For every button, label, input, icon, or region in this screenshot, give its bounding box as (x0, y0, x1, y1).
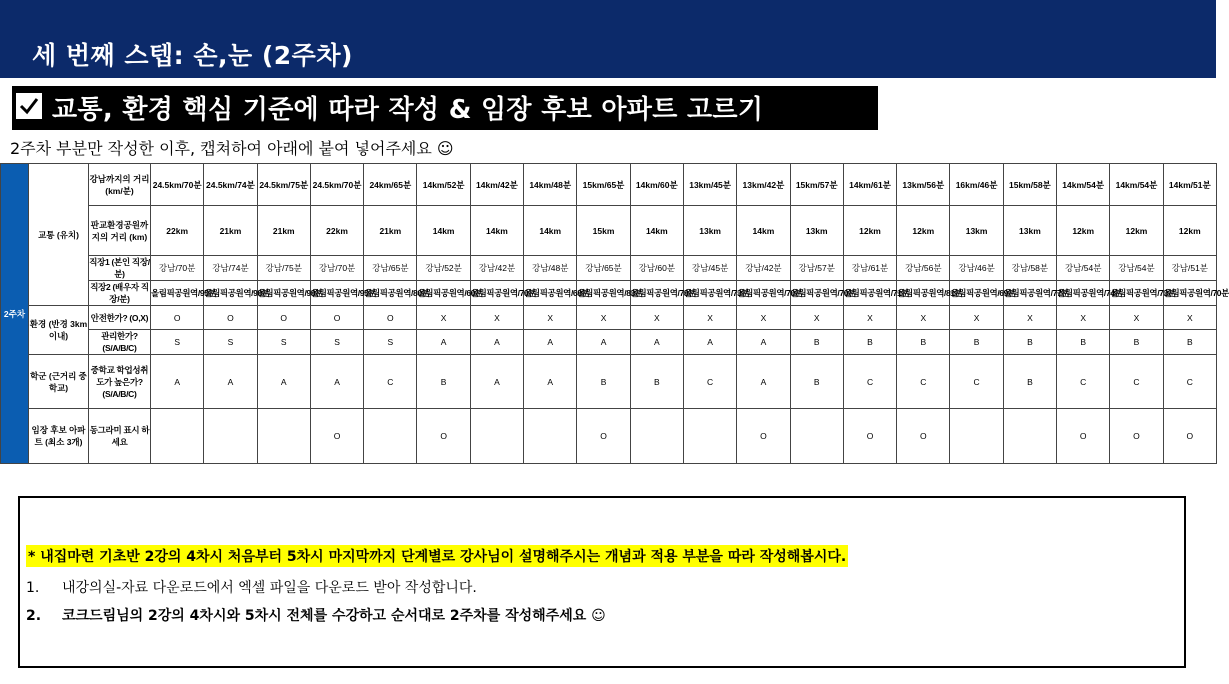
cell-job1-1: 강남/70분 (151, 256, 204, 281)
criterion-job1: 직장1 (본인 직장/분) (89, 257, 150, 279)
cell-manage-12: A (737, 330, 790, 355)
sidebar-label: 2주차 (1, 164, 29, 464)
note-item-2-text: 코크드림님의 2강의 4차시와 5차시 전체를 수강하고 순서대로 2주차를 작성해주세요 ☺ (62, 608, 606, 624)
cell-safe-1: O (151, 306, 204, 330)
cell-school-8: A (524, 355, 577, 409)
cell-school-12: A (737, 355, 790, 409)
cell-job1-18: 강남/54분 (1057, 256, 1110, 281)
cell-pangyo-dist-8: 14km (524, 206, 577, 256)
cell-gangnam-dist-12: 13km/42분 (737, 164, 790, 206)
cell-job1-8: 강남/48분 (524, 256, 577, 281)
cell-candidate-2 (204, 409, 257, 464)
cell-safe-17: X (1003, 306, 1056, 330)
cell-pangyo-dist-14: 12km (843, 206, 896, 256)
cell-candidate-9: O (577, 409, 630, 464)
group-traffic: 교통 (유치) (29, 164, 89, 306)
cell-pangyo-dist-15: 12km (897, 206, 950, 256)
cell-job1-10: 강남/60분 (630, 256, 683, 281)
cell-manage-14: B (843, 330, 896, 355)
cell-school-19: C (1110, 355, 1163, 409)
cell-gangnam-dist-13: 15km/57분 (790, 164, 843, 206)
cell-candidate-11 (683, 409, 736, 464)
cell-safe-14: X (843, 306, 896, 330)
cell-manage-20: B (1163, 330, 1216, 355)
cell-gangnam-dist-2: 24.5km/74분 (204, 164, 257, 206)
cell-manage-6: A (417, 330, 470, 355)
note-item-1-number: 1. (26, 580, 40, 596)
cell-job2-11: 올림픽공원역/73분 (683, 281, 736, 306)
cell-pangyo-dist-11: 13km (683, 206, 736, 256)
cell-manage-3: S (257, 330, 310, 355)
criterion-pangyo: 판교환경공원까지의 거리 (km) (89, 206, 151, 256)
cell-safe-10: X (630, 306, 683, 330)
cell-job2-19: 올림픽공원역/73분 (1110, 281, 1163, 306)
criterion-candidate: 동그라미 표시 하세요 (89, 409, 151, 464)
cell-candidate-5 (364, 409, 417, 464)
cell-job1-11: 강남/45분 (683, 256, 736, 281)
cell-school-2: A (204, 355, 257, 409)
row-pangyo-distance (1, 206, 1217, 256)
cell-job2-16: 올림픽공원역/69분 (950, 281, 1003, 306)
cell-safe-18: X (1057, 306, 1110, 330)
cell-job2-1: 올림픽공원역/95분 (151, 281, 204, 306)
cell-pangyo-dist-13: 13km (790, 206, 843, 256)
cell-safe-6: X (417, 306, 470, 330)
cell-candidate-1 (151, 409, 204, 464)
cell-candidate-10 (630, 409, 683, 464)
cell-pangyo-dist-6: 14km (417, 206, 470, 256)
cell-job1-9: 강남/65분 (577, 256, 630, 281)
cell-candidate-17 (1003, 409, 1056, 464)
criterion-manage: 관리한가? (S/A/B/C) (89, 330, 151, 355)
cell-gangnam-dist-15: 13km/56분 (897, 164, 950, 206)
cell-safe-9: X (577, 306, 630, 330)
cell-manage-13: B (790, 330, 843, 355)
cell-job1-4: 강남/70분 (310, 256, 363, 281)
cell-candidate-13 (790, 409, 843, 464)
cell-gangnam-dist-4: 24.5km/70분 (310, 164, 363, 206)
cell-pangyo-dist-4: 22km (310, 206, 363, 256)
cell-pangyo-dist-3: 21km (257, 206, 310, 256)
cell-job1-19: 강남/54분 (1110, 256, 1163, 281)
cell-gangnam-dist-7: 14km/42분 (470, 164, 523, 206)
note-item-1 (26, 577, 477, 597)
criterion-job2: 직장2 (배우자 직장/분) (90, 282, 149, 304)
cell-job2-18: 올림픽공원역/74분 (1057, 281, 1110, 306)
row-job2 (1, 281, 1217, 306)
criterion-safe: 안전한가? (O,X) (89, 306, 151, 330)
cell-pangyo-dist-17: 13km (1003, 206, 1056, 256)
cell-job1-20: 강남/51분 (1163, 256, 1216, 281)
criterion-school: 중학교 학업성취도가 높은가? (S/A/B/C) (89, 355, 151, 409)
cell-pangyo-dist-12: 14km (737, 206, 790, 256)
cell-safe-15: X (897, 306, 950, 330)
cell-job1-2: 강남/74분 (204, 256, 257, 281)
cell-manage-9: A (577, 330, 630, 355)
cell-gangnam-dist-3: 24.5km/75분 (257, 164, 310, 206)
cell-gangnam-dist-1: 24.5km/70분 (151, 164, 204, 206)
cell-gangnam-dist-19: 14km/54분 (1110, 164, 1163, 206)
cell-safe-3: O (257, 306, 310, 330)
cell-job2-14: 올림픽공원역/71분 (843, 281, 896, 306)
criterion-gangnam: 강남까지의 거리 (km/분) (89, 164, 151, 206)
cell-pangyo-dist-5: 21km (364, 206, 417, 256)
instruction-text: 2주차 부분만 작성한 이후, 캡쳐하여 아래에 붙여 넣어주세요 ☺ (10, 139, 454, 158)
cell-candidate-19: O (1110, 409, 1163, 464)
cell-pangyo-dist-7: 14km (470, 206, 523, 256)
cell-pangyo-dist-16: 13km (950, 206, 1003, 256)
cell-gangnam-dist-6: 14km/52분 (417, 164, 470, 206)
cell-gangnam-dist-17: 15km/58분 (1003, 164, 1056, 206)
cell-job2-9: 올림픽공원역/83분 (577, 281, 630, 306)
cell-manage-11: A (683, 330, 736, 355)
note-item-2-number: 2. (26, 608, 42, 624)
section-title: 교통, 환경 핵심 기준에 따라 작성 & 임장 후보 아파트 고르기 (52, 95, 764, 125)
cell-pangyo-dist-1: 22km (151, 206, 204, 256)
apartment-comparison-table (0, 163, 1229, 464)
cell-school-1: A (151, 355, 204, 409)
cell-job1-12: 강남/42분 (737, 256, 790, 281)
cell-job2-7: 올림픽공원역/70분 (470, 281, 523, 306)
cell-gangnam-dist-8: 14km/48분 (524, 164, 577, 206)
cell-safe-20: X (1163, 306, 1216, 330)
row-safe (1, 306, 1217, 330)
cell-manage-18: B (1057, 330, 1110, 355)
cell-candidate-16 (950, 409, 1003, 464)
cell-manage-7: A (470, 330, 523, 355)
cell-school-7: A (470, 355, 523, 409)
cell-school-9: B (577, 355, 630, 409)
cell-job1-16: 강남/46분 (950, 256, 1003, 281)
cell-job1-13: 강남/57분 (790, 256, 843, 281)
cell-job1-7: 강남/42분 (470, 256, 523, 281)
cell-job2-12: 올림픽공원역/70분 (737, 281, 790, 306)
cell-manage-19: B (1110, 330, 1163, 355)
cell-safe-5: O (364, 306, 417, 330)
group-environment: 환경 (반경 3km이내) (29, 306, 89, 355)
cell-job2-20: 올림픽공원역/70분 (1163, 281, 1216, 306)
cell-school-15: C (897, 355, 950, 409)
group-candidate: 임장 후보 아파트 (최소 3개) (29, 409, 89, 464)
cell-school-10: B (630, 355, 683, 409)
cell-candidate-6: O (417, 409, 470, 464)
cell-candidate-18: O (1057, 409, 1110, 464)
cell-safe-8: X (524, 306, 577, 330)
cell-safe-12: X (737, 306, 790, 330)
cell-gangnam-dist-10: 14km/60분 (630, 164, 683, 206)
cell-gangnam-dist-11: 13km/45분 (683, 164, 736, 206)
cell-manage-17: B (1003, 330, 1056, 355)
cell-gangnam-dist-5: 24km/65분 (364, 164, 417, 206)
group-school: 학군 (근거리 중학교) (29, 355, 89, 409)
row-candidate (1, 409, 1217, 464)
cell-gangnam-dist-9: 15km/65분 (577, 164, 630, 206)
cell-safe-4: O (310, 306, 363, 330)
cell-manage-2: S (204, 330, 257, 355)
cell-safe-19: X (1110, 306, 1163, 330)
cell-manage-16: B (950, 330, 1003, 355)
cell-job1-3: 강남/75분 (257, 256, 310, 281)
cell-manage-4: S (310, 330, 363, 355)
cell-candidate-12: O (737, 409, 790, 464)
row-manage (1, 330, 1217, 355)
cell-school-4: A (310, 355, 363, 409)
cell-school-14: C (843, 355, 896, 409)
page-title: 세 번째 스텝: 손,눈 (2주차) (32, 41, 353, 70)
cell-safe-7: X (470, 306, 523, 330)
cell-job1-15: 강남/56분 (897, 256, 950, 281)
cell-school-5: C (364, 355, 417, 409)
cell-manage-8: A (524, 330, 577, 355)
cell-candidate-7 (470, 409, 523, 464)
cell-job1-5: 강남/65분 (364, 256, 417, 281)
row-gangnam-distance (1, 164, 1217, 206)
cell-gangnam-dist-20: 14km/51분 (1163, 164, 1216, 206)
spreadsheet-capture (0, 163, 1229, 486)
cell-pangyo-dist-20: 12km (1163, 206, 1216, 256)
cell-job2-17: 올림픽공원역/77분 (1003, 281, 1056, 306)
cell-job1-6: 강남/52분 (417, 256, 470, 281)
note-highlight-text: * 내집마련 기초반 2강의 4차시 처음부터 5차시 마지막까지 단계별로 강사님이 설명해주시는 개념과 적용 부분을 따라 작성해봅시다. (26, 545, 848, 567)
cell-job2-10: 올림픽공원역/78분 (630, 281, 683, 306)
cell-job2-3: 올림픽공원역/98분 (257, 281, 310, 306)
row-job1 (1, 256, 1217, 281)
cell-candidate-3 (257, 409, 310, 464)
cell-manage-5: S (364, 330, 417, 355)
cell-job1-14: 강남/61분 (843, 256, 896, 281)
cell-school-3: A (257, 355, 310, 409)
cell-safe-13: X (790, 306, 843, 330)
cell-pangyo-dist-9: 15km (577, 206, 630, 256)
cell-school-17: B (1003, 355, 1056, 409)
cell-manage-1: S (151, 330, 204, 355)
cell-job2-6: 올림픽공원역/60분 (417, 281, 470, 306)
cell-pangyo-dist-19: 12km (1110, 206, 1163, 256)
cell-pangyo-dist-10: 14km (630, 206, 683, 256)
cell-candidate-14: O (843, 409, 896, 464)
cell-school-20: C (1163, 355, 1216, 409)
cell-job2-13: 올림픽공원역/70분 (790, 281, 843, 306)
note-item-1-text: 내강의실-자료 다운로드에서 엑셀 파일을 다운로드 받아 작성합니다. (62, 580, 477, 596)
cell-gangnam-dist-16: 16km/46분 (950, 164, 1003, 206)
note-item-2 (26, 605, 606, 625)
cell-candidate-20: O (1163, 409, 1216, 464)
cell-school-18: C (1057, 355, 1110, 409)
cell-gangnam-dist-18: 14km/54분 (1057, 164, 1110, 206)
cell-pangyo-dist-18: 12km (1057, 206, 1110, 256)
row-school (1, 355, 1217, 409)
cell-school-6: B (417, 355, 470, 409)
cell-safe-16: X (950, 306, 1003, 330)
cell-safe-11: X (683, 306, 736, 330)
cell-candidate-15: O (897, 409, 950, 464)
cell-school-11: C (683, 355, 736, 409)
cell-candidate-8 (524, 409, 577, 464)
cell-job2-8: 올림픽공원역/68분 (524, 281, 577, 306)
cell-job2-2: 올림픽공원역/98분 (204, 281, 257, 306)
cell-job2-4: 올림픽공원역/95분 (310, 281, 363, 306)
cell-job2-5: 올림픽공원역/80분 (364, 281, 417, 306)
cell-manage-10: A (630, 330, 683, 355)
cell-candidate-4: O (310, 409, 363, 464)
cell-safe-2: O (204, 306, 257, 330)
cell-pangyo-dist-2: 21km (204, 206, 257, 256)
cell-job2-15: 올림픽공원역/81분 (897, 281, 950, 306)
cell-gangnam-dist-14: 14km/61분 (843, 164, 896, 206)
checkmark-icon (14, 91, 44, 121)
cell-school-16: C (950, 355, 1003, 409)
cell-manage-15: B (897, 330, 950, 355)
cell-job1-17: 강남/58분 (1003, 256, 1056, 281)
cell-school-13: B (790, 355, 843, 409)
